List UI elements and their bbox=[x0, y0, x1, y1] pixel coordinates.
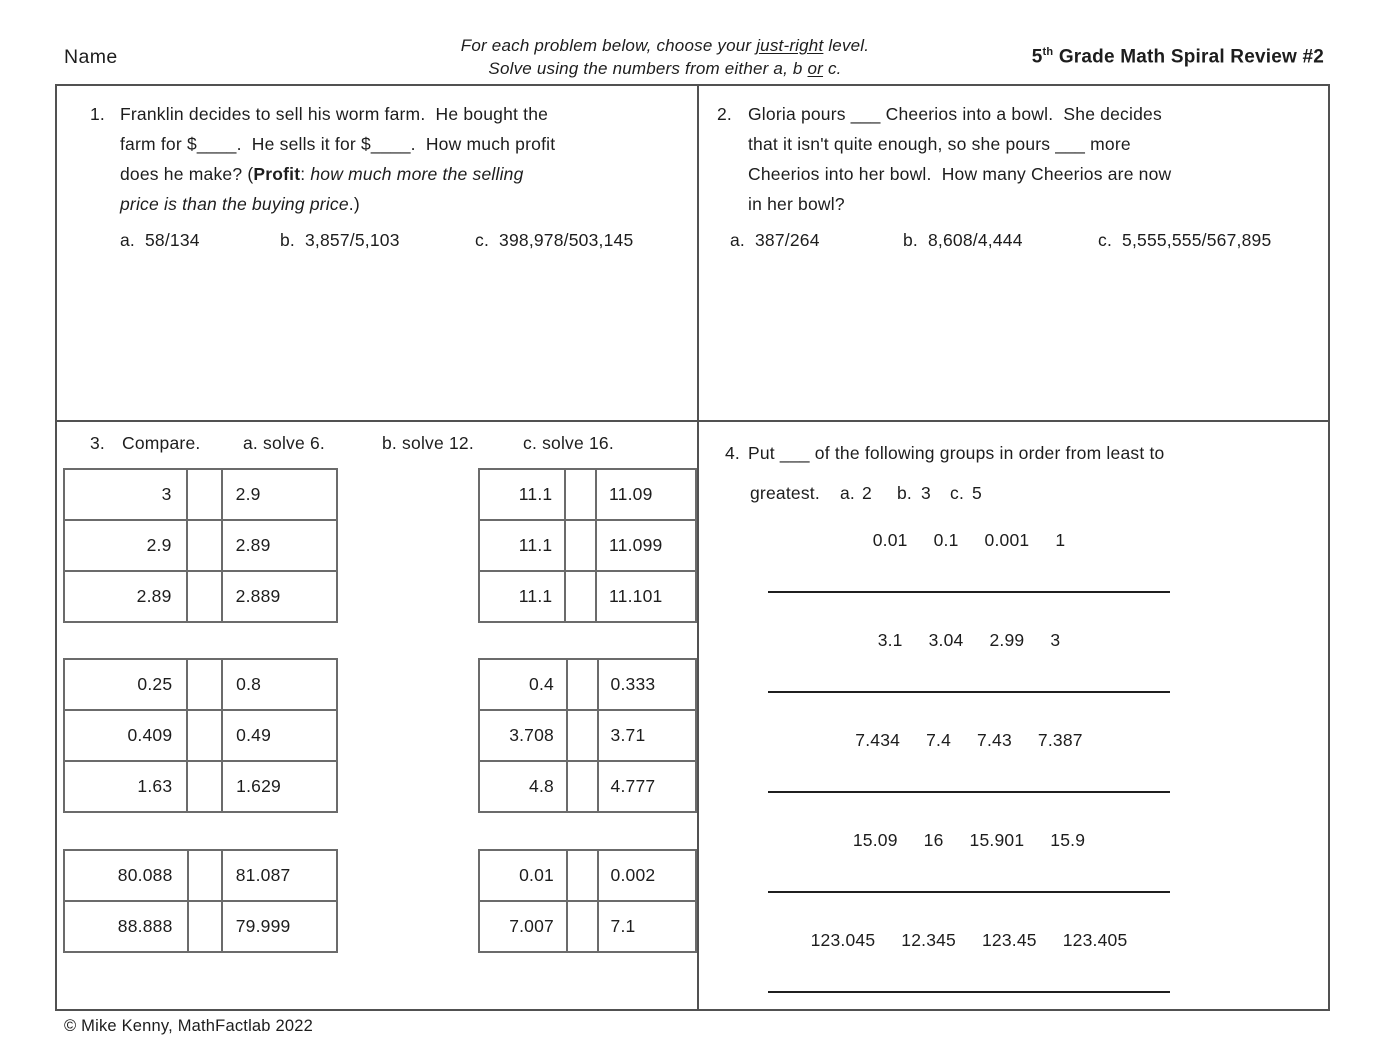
option-c-label: c. bbox=[475, 230, 490, 250]
compare-value-right: 2.9 bbox=[222, 469, 337, 520]
option-b-value: 3,857/5,103 bbox=[305, 230, 400, 250]
compare-value-left: 0.4 bbox=[479, 659, 567, 710]
problem-text-line: that it isn't quite enough, so she pours ___ more bbox=[748, 134, 1131, 154]
group-number: 3 bbox=[1050, 630, 1061, 650]
answer-line bbox=[768, 891, 1170, 893]
option-b-value: 3 bbox=[921, 483, 931, 503]
table-row bbox=[64, 659, 337, 710]
comparison-table bbox=[478, 658, 697, 813]
problem-title: Compare. bbox=[122, 433, 201, 453]
number-group bbox=[768, 723, 1170, 751]
problem-text-segment: greatest. bbox=[750, 483, 820, 503]
compare-value-right: 11.09 bbox=[596, 469, 696, 520]
instruction-text: Solve using the numbers from either a, b bbox=[488, 59, 808, 78]
comparison-group-2 bbox=[63, 658, 697, 813]
group-number: 3.1 bbox=[877, 630, 903, 650]
comparison-answer-box bbox=[567, 761, 598, 812]
option-c-value: 5,555,555/567,895 bbox=[1122, 230, 1272, 250]
compare-value-right: 0.49 bbox=[222, 710, 336, 761]
table-row bbox=[479, 901, 696, 952]
problem-4 bbox=[699, 422, 1328, 1009]
option-c-label: c. bbox=[950, 483, 965, 503]
profit-definition: how much more the selling bbox=[310, 164, 524, 184]
problem-text-line: Gloria pours ___ Cheerios into a bowl. She decides bbox=[748, 104, 1162, 124]
title-text: Grade Math Spiral Review #2 bbox=[1053, 46, 1324, 68]
level-a: a. solve 6. bbox=[243, 433, 325, 453]
option-a-value: 58/134 bbox=[145, 230, 200, 250]
instruction-text: c. bbox=[823, 59, 842, 78]
compare-value-left: 3.708 bbox=[479, 710, 567, 761]
compare-value-right: 0.333 bbox=[598, 659, 696, 710]
table-row bbox=[479, 850, 696, 901]
problem-number: 4. bbox=[725, 443, 740, 463]
table-row bbox=[479, 659, 696, 710]
option-c-value: 398,978/503,145 bbox=[499, 230, 634, 250]
option-c-label: c. bbox=[1098, 230, 1113, 250]
level-b: b. solve 12. bbox=[382, 433, 474, 453]
comparison-answer-box bbox=[187, 520, 222, 571]
compare-value-right: 3.71 bbox=[598, 710, 696, 761]
problem-text-line: in her bowl? bbox=[748, 194, 845, 214]
table-row bbox=[479, 571, 696, 622]
table-row bbox=[64, 469, 337, 520]
problem-header bbox=[57, 433, 697, 463]
compare-value-right: 79.999 bbox=[222, 901, 337, 952]
table-row bbox=[479, 761, 696, 812]
comparison-answer-box bbox=[188, 901, 222, 952]
compare-value-right: 11.099 bbox=[596, 520, 696, 571]
level-options bbox=[730, 230, 1328, 251]
group-number: 16 bbox=[923, 830, 944, 850]
compare-value-left: 2.9 bbox=[64, 520, 187, 571]
profit-term: Profit bbox=[253, 164, 301, 184]
instructions-line-1 bbox=[400, 34, 930, 57]
problem-text-line: farm for $____. He sells it for $____. How much profit bbox=[120, 134, 556, 154]
group-number: 15.901 bbox=[969, 830, 1025, 850]
compare-value-left: 1.63 bbox=[64, 761, 187, 812]
group-number: 123.45 bbox=[982, 930, 1037, 950]
comparison-table bbox=[63, 658, 338, 813]
compare-value-left: 11.1 bbox=[479, 520, 566, 571]
worksheet-title bbox=[1032, 46, 1324, 68]
table-row bbox=[64, 850, 337, 901]
comparison-answer-box bbox=[188, 850, 222, 901]
problem-text-line: Franklin decides to sell his worm farm. He bought the bbox=[120, 104, 549, 124]
option-b bbox=[280, 230, 475, 251]
problem-text-line: Cheerios into her bowl. How many Cheerios are now bbox=[748, 164, 1172, 184]
answer-line bbox=[768, 591, 1170, 593]
comparison-answer-box bbox=[565, 520, 596, 571]
problem-number: 1. bbox=[90, 104, 105, 124]
answer-line bbox=[768, 691, 1170, 693]
instruction-text: level. bbox=[823, 36, 870, 55]
problem-text-line bbox=[748, 473, 1328, 513]
option-c bbox=[475, 230, 697, 251]
option-a-label: a. bbox=[840, 483, 855, 503]
option-b-label: b. bbox=[280, 230, 295, 250]
option-b bbox=[903, 230, 1098, 251]
compare-value-right: 1.629 bbox=[222, 761, 336, 812]
problem-text bbox=[748, 433, 1328, 513]
option-b-label: b. bbox=[897, 483, 912, 503]
answer-line bbox=[768, 991, 1170, 993]
group-number: 15.09 bbox=[852, 830, 898, 850]
compare-value-right: 7.1 bbox=[598, 901, 696, 952]
comparison-group-1 bbox=[63, 468, 697, 623]
group-number: 1 bbox=[1055, 530, 1066, 550]
title-superscript: th bbox=[1042, 46, 1054, 58]
group-number: 7.4 bbox=[926, 730, 952, 750]
option-b-label: b. bbox=[903, 230, 918, 250]
instruction-underlined-text: just-right bbox=[756, 36, 824, 55]
comparison-answer-box bbox=[567, 659, 598, 710]
option-a-value: 387/264 bbox=[755, 230, 820, 250]
compare-value-left: 88.888 bbox=[64, 901, 188, 952]
comparison-table bbox=[478, 849, 697, 953]
problem-number: 2. bbox=[717, 104, 732, 124]
compare-value-left: 4.8 bbox=[479, 761, 567, 812]
problem-text-segment: does he make? ( bbox=[120, 164, 254, 184]
compare-value-left: 11.1 bbox=[479, 469, 566, 520]
problem-text-line bbox=[120, 159, 697, 189]
compare-value-right: 81.087 bbox=[222, 850, 337, 901]
compare-value-right: 11.101 bbox=[596, 571, 696, 622]
comparison-table bbox=[63, 849, 338, 953]
option-a-label: a. bbox=[730, 230, 745, 250]
group-number: 7.387 bbox=[1037, 730, 1083, 750]
compare-value-left: 0.25 bbox=[64, 659, 187, 710]
table-row bbox=[479, 520, 696, 571]
problem-text bbox=[748, 99, 1328, 219]
problem-2 bbox=[699, 86, 1328, 422]
option-a-value: 2 bbox=[862, 483, 872, 503]
compare-value-left: 0.409 bbox=[64, 710, 187, 761]
compare-value-right: 4.777 bbox=[598, 761, 696, 812]
table-row bbox=[64, 520, 337, 571]
group-number: 3.04 bbox=[928, 630, 964, 650]
problem-text bbox=[120, 99, 697, 219]
compare-value-right: 2.89 bbox=[222, 520, 337, 571]
comparison-answer-box bbox=[567, 901, 598, 952]
number-group bbox=[768, 623, 1170, 651]
problem-number: 3. bbox=[90, 433, 105, 453]
comparison-answer-box bbox=[567, 850, 598, 901]
compare-value-left: 7.007 bbox=[479, 901, 567, 952]
group-number: 7.434 bbox=[855, 730, 901, 750]
instruction-underlined-text: or bbox=[807, 59, 824, 78]
option-b-value: 8,608/4,444 bbox=[928, 230, 1023, 250]
problem-text-segment: : bbox=[300, 164, 311, 184]
footer-credit: © Mike Kenny, MathFactlab 2022 bbox=[64, 1017, 313, 1035]
compare-value-left: 80.088 bbox=[64, 850, 188, 901]
instruction-text: For each problem below, choose your bbox=[460, 36, 757, 55]
group-number: 123.045 bbox=[810, 930, 876, 950]
table-row bbox=[64, 901, 337, 952]
option-a bbox=[730, 230, 903, 251]
number-group bbox=[768, 923, 1170, 951]
table-row bbox=[64, 571, 337, 622]
option-c bbox=[1098, 230, 1328, 251]
problem-1 bbox=[57, 86, 699, 422]
comparison-answer-box bbox=[187, 469, 222, 520]
level-options bbox=[120, 230, 697, 251]
title-grade-number: 5 bbox=[1031, 46, 1043, 68]
comparison-group-3 bbox=[63, 849, 697, 953]
compare-value-right: 0.002 bbox=[598, 850, 696, 901]
profit-definition: price is than the buying price bbox=[120, 194, 349, 214]
problem-text-line: Put ___ of the following groups in order from least to bbox=[748, 443, 1165, 463]
option-a bbox=[120, 230, 280, 251]
comparison-answer-box bbox=[187, 659, 222, 710]
level-c: c. solve 16. bbox=[523, 433, 614, 453]
group-number: 0.1 bbox=[933, 530, 959, 550]
table-row bbox=[479, 469, 696, 520]
compare-value-right: 0.8 bbox=[222, 659, 336, 710]
number-group bbox=[768, 523, 1170, 551]
group-number: 0.001 bbox=[984, 530, 1030, 550]
compare-value-left: 11.1 bbox=[479, 571, 566, 622]
number-group bbox=[768, 823, 1170, 851]
group-number: 0.01 bbox=[872, 530, 908, 550]
problem-text-line bbox=[120, 189, 697, 219]
table-row bbox=[64, 761, 337, 812]
comparison-answer-box bbox=[187, 710, 222, 761]
group-number: 2.99 bbox=[989, 630, 1025, 650]
comparison-answer-box bbox=[565, 571, 596, 622]
comparison-answer-box bbox=[565, 469, 596, 520]
compare-value-left: 0.01 bbox=[479, 850, 567, 901]
instructions-line-2 bbox=[400, 57, 930, 80]
compare-value-left: 2.89 bbox=[64, 571, 187, 622]
comparison-answer-box bbox=[187, 571, 222, 622]
problems-grid bbox=[55, 84, 1330, 1011]
comparison-answer-box bbox=[567, 710, 598, 761]
group-number: 12.345 bbox=[901, 930, 956, 950]
group-number: 123.405 bbox=[1062, 930, 1128, 950]
table-row bbox=[479, 710, 696, 761]
name-label: Name bbox=[64, 46, 118, 68]
ordering-groups bbox=[768, 523, 1170, 993]
problem-3 bbox=[57, 422, 699, 1009]
instructions bbox=[400, 34, 930, 80]
problem-text-segment: .) bbox=[348, 194, 360, 214]
group-number: 15.9 bbox=[1050, 830, 1086, 850]
compare-value-left: 3 bbox=[64, 469, 187, 520]
comparison-answer-box bbox=[187, 761, 222, 812]
answer-line bbox=[768, 791, 1170, 793]
option-c-value: 5 bbox=[972, 483, 982, 503]
option-a-label: a. bbox=[120, 230, 135, 250]
group-number: 7.43 bbox=[977, 730, 1012, 750]
comparison-table bbox=[63, 468, 338, 623]
comparison-table bbox=[478, 468, 697, 623]
compare-value-right: 2.889 bbox=[222, 571, 337, 622]
table-row bbox=[64, 710, 337, 761]
